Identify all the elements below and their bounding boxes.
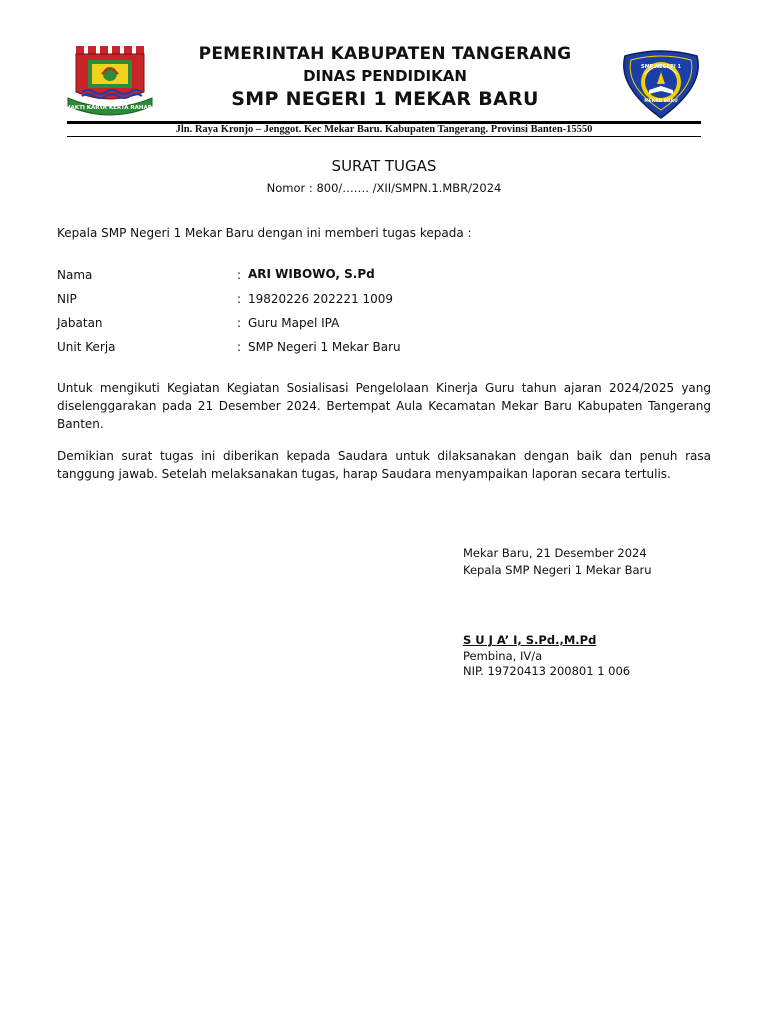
smp-negeri-1-badge-icon: [617, 46, 705, 120]
field-label-unit-kerja: Unit Kerja: [57, 340, 116, 354]
field-value-unit-kerja: SMP Negeri 1 Mekar Baru: [248, 340, 401, 354]
field-colon: :: [237, 316, 242, 330]
signature-place-date: Mekar Baru, 21 Desember 2024: [463, 546, 647, 560]
field-value-nama: ARI WIBOWO, S.Pd: [248, 267, 375, 281]
signature-name: S U J A’ I, S.Pd.,M.Pd: [463, 633, 597, 647]
letter-paragraph-1: Untuk mengikuti Kegiatan Kegiatan Sosialisasi Pengelolaan Kinerja Guru tahun ajaran 2024/2025 yang diselenggarakan pada 21 Desember 2024. Bertempat Aula Kecamatan Mekar Baru Kabupaten Tangerang Banten.: [57, 381, 711, 431]
letter-paragraph-2: Demikian surat tugas ini diberikan kepada Saudara untuk dilaksanakan dengan baik dan penuh rasa tanggung jawab. Setelah melaksanakan tugas, harap Saudara menyampaikan laporan secara tertulis.: [57, 449, 711, 481]
kabupaten-tangerang-emblem-icon: [61, 44, 159, 116]
letter-intro: Kepala SMP Negeri 1 Mekar Baru dengan ini memberi tugas kepada :: [57, 226, 472, 240]
field-label-jabatan: Jabatan: [57, 316, 103, 330]
svg-text:MEKAR BARU: MEKAR BARU: [644, 99, 678, 104]
header-rule-thin: [67, 136, 701, 137]
field-colon: :: [237, 292, 242, 306]
field-label-nip: NIP: [57, 292, 77, 306]
signature-position: Kepala SMP Negeri 1 Mekar Baru: [463, 563, 652, 577]
signature-rank: Pembina, IV/a: [463, 649, 543, 663]
svg-text:BHAKTI KARYA KERTA RAHARJA: BHAKTI KARYA KERTA RAHARJA: [61, 105, 159, 111]
field-label-nama: Nama: [57, 268, 93, 282]
header-department: DINAS PENDIDIKAN: [303, 67, 467, 85]
field-value-nip: 19820226 202221 1009: [248, 292, 394, 306]
svg-text:SMP NEGERI 1: SMP NEGERI 1: [640, 64, 682, 70]
field-colon: :: [237, 268, 242, 282]
school-address: Jln. Raya Kronjo – Jenggot. Kec Mekar Baru. Kabupaten Tangerang. Provinsi Banten-15550: [175, 124, 593, 135]
letter-number: Nomor : 800/……. /XII/SMPN.1.MBR/2024: [266, 181, 502, 195]
header-school: SMP NEGERI 1 MEKAR BARU: [231, 88, 539, 110]
field-value-jabatan: Guru Mapel IPA: [248, 316, 340, 330]
letter-title: SURAT TUGAS: [331, 157, 437, 175]
field-colon: :: [237, 340, 242, 354]
header-government: PEMERINTAH KABUPATEN TANGERANG: [198, 44, 572, 64]
signature-nip: NIP. 19720413 200801 1 006: [463, 664, 631, 678]
